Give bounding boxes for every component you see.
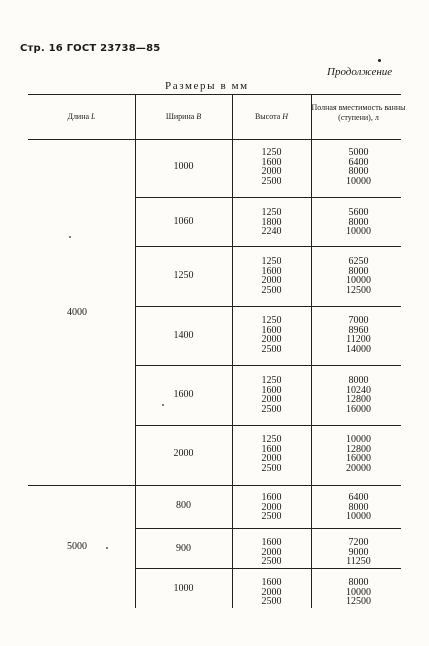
group-divider-rule [28, 485, 401, 486]
column-header-width-text: Ширина B [165, 112, 202, 121]
row-divider-rule [135, 365, 401, 366]
units-caption: Размеры в мм [165, 80, 249, 92]
row-divider-rule [135, 197, 401, 198]
column-header-height-text: Высота H [254, 112, 289, 121]
row-divider-rule [135, 306, 401, 307]
height-values-cell: 1250 1800 2240 [261, 207, 282, 237]
width-value-cell: 800 [176, 500, 191, 511]
column-header-width [135, 112, 232, 122]
print-speck [106, 547, 108, 549]
width-value-cell: 1400 [173, 330, 194, 341]
width-value-cell: 1600 [173, 389, 194, 400]
width-value-cell: 1250 [173, 270, 194, 281]
table-top-rule [28, 94, 401, 95]
height-values-cell: 1600 2000 2500 [261, 537, 282, 567]
header-bottom-rule [28, 139, 401, 140]
capacity-values-cell: 6250 8000 10000 12500 [346, 256, 371, 296]
column-header-height [232, 112, 311, 122]
width-value-cell: 2000 [173, 448, 194, 459]
height-values-cell: 1250 1600 2000 2500 [261, 315, 282, 355]
continuation-label: Продолжение [327, 66, 393, 78]
height-values-cell: 1250 1600 2000 2500 [261, 256, 282, 296]
height-values-cell: 1600 2000 2500 [261, 492, 282, 522]
width-value-cell: 1000 [173, 583, 194, 594]
height-values-cell: 1250 1600 2000 2500 [261, 147, 282, 187]
row-divider-rule [135, 568, 401, 569]
mark-dot [378, 59, 381, 62]
capacity-values-cell: 6400 8000 10000 [346, 492, 371, 522]
height-values-cell: 1250 1600 2000 2500 [261, 434, 282, 474]
capacity-values-cell: 7000 8960 11200 14000 [346, 315, 371, 355]
capacity-values-cell: 5600 8000 10000 [346, 207, 371, 237]
column-header-length [28, 112, 135, 122]
column-header-capacity-text: Полная вместимость ванны (ступени), л [311, 103, 406, 122]
width-value-cell: 900 [176, 543, 191, 554]
length-value-cell: 4000 [67, 307, 87, 318]
row-divider-rule [135, 246, 401, 247]
capacity-values-cell: 8000 10000 12500 [346, 577, 371, 607]
row-divider-rule [135, 425, 401, 426]
print-speck [162, 404, 164, 406]
column-header-length-text: Длина L [67, 112, 96, 121]
height-values-cell: 1600 2000 2500 [261, 577, 282, 607]
width-value-cell: 1000 [173, 161, 194, 172]
row-divider-rule [135, 528, 401, 529]
height-values-cell: 1250 1600 2000 2500 [261, 375, 282, 415]
width-value-cell: 1060 [173, 216, 194, 227]
length-value-cell: 5000 [67, 541, 87, 552]
page-header: Стр. 16 ГОСТ 23738—85 [20, 43, 161, 54]
capacity-values-cell: 10000 12800 16000 20000 [346, 434, 371, 474]
capacity-values-cell: 8000 10240 12800 16000 [346, 375, 371, 415]
capacity-values-cell: 7200 9000 11250 [346, 537, 371, 567]
capacity-values-cell: 5000 6400 8000 10000 [346, 147, 371, 187]
column-header-capacity [311, 103, 406, 123]
print-speck [69, 236, 71, 238]
